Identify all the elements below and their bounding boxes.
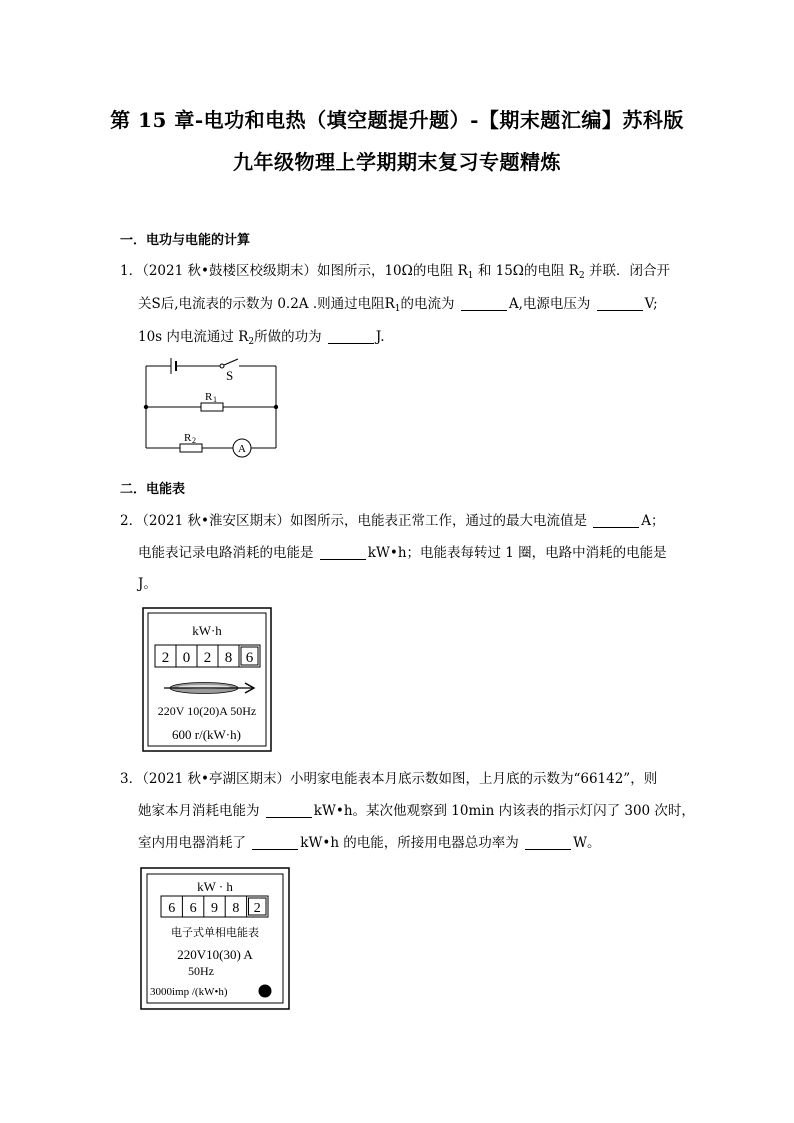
meter-unit: kW · h: [197, 879, 233, 894]
q1-text: 并联．闭合开: [588, 263, 670, 279]
answer-blank[interactable]: [328, 329, 374, 344]
meter-digit: 8: [232, 901, 240, 916]
subscript: 1: [467, 271, 474, 281]
q1-text: 的电流为: [400, 296, 455, 312]
answer-blank[interactable]: [252, 835, 298, 850]
r1-label: R: [205, 391, 213, 403]
document-title-line-2: 九年级物理上学期期末复习专题精炼: [233, 150, 561, 174]
document-title-line-1: 第 15 章-电功和电热（填空题提升题）-【期末题汇编】苏科版: [110, 108, 684, 132]
q1-text: 1．（2021 秋•鼓楼区校级期末）如图所示，10Ω的电阻 R: [120, 263, 468, 279]
answer-blank[interactable]: [593, 513, 639, 528]
answer-blank[interactable]: [597, 296, 643, 311]
resistor-r1-icon: [201, 403, 223, 411]
answer-blank[interactable]: [266, 803, 312, 818]
r1-label-sub: 1: [213, 395, 217, 404]
q1-text: A,电源电压为: [508, 296, 591, 312]
q1-text: V;: [644, 296, 658, 312]
meter-spec: 220V 10(20)A 50Hz: [157, 704, 257, 718]
switch-blade-icon: [224, 359, 238, 365]
meter-digit: 8: [224, 650, 233, 666]
question-3-line-2: [138, 799, 695, 819]
q3-text: 她家本月消耗电能为: [138, 803, 260, 819]
meter-digit: 6: [189, 901, 197, 916]
q3-text: 室内用电器消耗了: [138, 835, 246, 851]
switch-label: S: [226, 368, 234, 383]
question-2-line-1: [120, 509, 665, 529]
junction-dot: [144, 405, 148, 409]
q1-text: 10s 内电流通过 R: [138, 329, 249, 345]
q3-text: W。: [573, 835, 601, 851]
switch-contact: [220, 364, 224, 368]
q3-text: kW•h 的电能，所接用电器总功率为: [300, 835, 519, 851]
section-heading-energy-calculation: 一．电功与电能的计算: [120, 233, 251, 248]
resistor-r2-icon: [180, 444, 202, 452]
q1-text: 和 15Ω的电阻 R: [477, 263, 579, 279]
meter-digit: 0: [182, 650, 191, 666]
q1-text: 所做的功为: [254, 329, 322, 345]
meter-digit: 2: [253, 901, 261, 916]
subscript: 1: [394, 304, 401, 314]
electric-meter-figure: [142, 607, 272, 752]
q2-text: J。: [138, 576, 157, 592]
q3-text: kW•h。某次他观察到 10min 内该表的指示灯闪了 300 次时，: [313, 803, 695, 819]
q2-text: kW•h；电能表每转过 1 圈，电路中消耗的电能是: [367, 545, 667, 561]
answer-blank[interactable]: [320, 545, 366, 560]
r2-label-sub: 2: [192, 436, 196, 445]
junction-dot: [274, 405, 278, 409]
meter-spec-voltage-current: 220V10(30) A: [177, 947, 253, 962]
question-3-line-3: [138, 831, 601, 851]
ammeter-label: A: [238, 443, 246, 455]
meter-digit: 2: [161, 650, 170, 666]
q2-text: 2．（2021 秋•淮安区期末）如图所示，电能表正常工作，通过的最大电流值是: [120, 513, 587, 529]
electronic-meter-figure: [140, 867, 290, 1010]
meter-digit: 9: [211, 901, 218, 916]
question-1-line-2: [138, 292, 658, 314]
q2-text: 电能表记录电路消耗的电能是: [138, 545, 314, 561]
meter-unit: kW·h: [192, 623, 222, 638]
subscript: 2: [578, 271, 585, 281]
section-heading-electric-meter: 二．电能表: [120, 482, 186, 497]
question-1-line-1: [120, 259, 670, 281]
indicator-lamp-icon: [259, 985, 272, 998]
circuit-diagram: [138, 348, 288, 460]
question-2-line-2: [138, 541, 667, 561]
question-1-line-3: [138, 325, 385, 347]
meter-rate: 3000imp /(kW•h): [150, 986, 228, 998]
answer-blank[interactable]: [461, 296, 507, 311]
meter-rate: 600 r/(kW·h): [172, 727, 241, 742]
q1-text: J.: [375, 329, 385, 345]
question-3-line-1: [120, 767, 657, 787]
question-2-line-3: [138, 572, 157, 592]
q1-text: 关S后,电流表的示数为 0.2A .则通过电阻R: [138, 296, 395, 312]
r2-label: R: [184, 432, 192, 444]
answer-blank[interactable]: [525, 835, 571, 850]
q2-text: A；: [641, 513, 665, 529]
meter-digit: 6: [168, 901, 176, 916]
q3-text: 3．（2021 秋•亭湖区期末）小明家电能表本月底示数如图，上月底的示数为“66142”，则: [120, 771, 658, 787]
meter-digit: 2: [203, 650, 212, 666]
subscript: 2: [248, 337, 255, 347]
meter-name: 电子式单相电能表: [171, 927, 259, 939]
meter-spec-frequency: 50Hz: [188, 964, 214, 978]
meter-digit: 6: [245, 650, 254, 666]
